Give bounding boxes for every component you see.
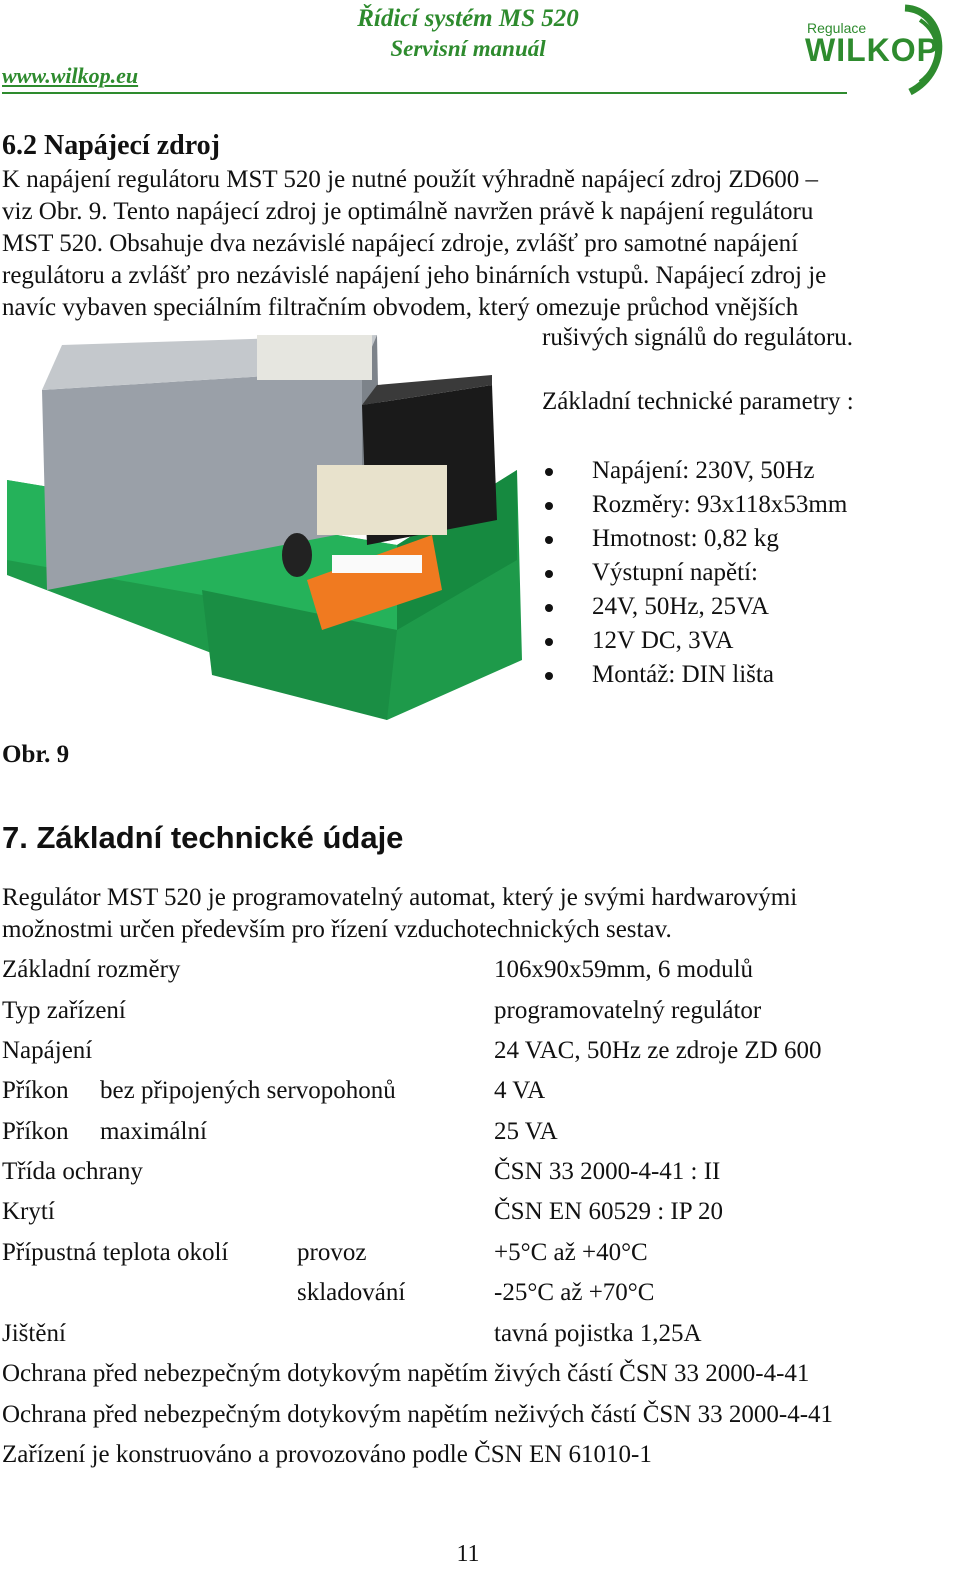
spec-label-jisteni: Jištění <box>2 1320 66 1347</box>
header-divider <box>2 92 847 94</box>
params-list <box>542 454 847 692</box>
paragraph-line: Regulátor MST 520 je programovatelný automat, který je svými hardwarovými <box>2 884 798 911</box>
spec-label-trida: Třída ochrany <box>2 1158 143 1185</box>
document-title: Řídicí systém MS 520 <box>357 5 579 32</box>
paragraph-line: navíc vybaven speciálním filtračním obvodem, který omezuje průchod vnějších <box>2 294 799 321</box>
spec-label-rozmery: Základní rozměry <box>2 956 181 983</box>
list-item: Hmotnost: 0,82 kg <box>542 522 847 556</box>
spec-value-napajeni: 24 VAC, 50Hz ze zdroje ZD 600 <box>494 1037 822 1064</box>
spec-sublabel-prikon-max: maximální <box>100 1118 207 1145</box>
params-title: Základní technické parametry : <box>542 388 854 415</box>
spec-value-typ: programovatelný regulátor <box>494 997 762 1024</box>
spec-value-prikon-max: 25 VA <box>494 1118 558 1145</box>
figure-label: Obr. 9 <box>2 741 70 768</box>
section-heading-6-2: 6.2 Napájecí zdroj <box>2 130 220 161</box>
paragraph-line: K napájení regulátoru MST 520 je nutné použít výhradně napájecí zdroj ZD600 – <box>2 166 818 193</box>
paragraph-line: možnostmi určen především pro řízení vzduchotechnických sestav. <box>2 916 672 943</box>
section7-paragraph <box>2 882 934 946</box>
spec-value-trida: ČSN 33 2000-4-41 : II <box>494 1158 721 1185</box>
spec-label-typ: Typ zařízení <box>2 997 126 1024</box>
document-subtitle: Servisní manuál <box>390 36 546 61</box>
website-link[interactable]: www.wilkop.eu <box>2 63 139 88</box>
spec-label-prikon: Příkon <box>2 1077 69 1104</box>
intro-paragraph <box>2 164 934 324</box>
power-supply-photo <box>2 330 532 730</box>
list-item: 12V DC, 3VA <box>542 624 847 658</box>
spec-value-prikon: 4 VA <box>494 1077 546 1104</box>
spec-line-norma: Zařízení je konstruováno a provozováno podle ČSN EN 61010-1 <box>2 1441 652 1468</box>
spec-label-prikon-max: Příkon <box>2 1118 69 1145</box>
wilkop-logo <box>795 0 953 98</box>
spec-value-rozmery: 106x90x59mm, 6 modulů <box>494 956 754 983</box>
list-item: 24V, 50Hz, 25VA <box>542 590 847 624</box>
spec-sublabel-provoz: provoz <box>297 1239 367 1266</box>
spec-sublabel-skladovani: skladování <box>297 1279 406 1306</box>
list-item: Rozměry: 93x118x53mm <box>542 488 847 522</box>
spec-value-provoz: +5°C až +40°C <box>494 1239 648 1266</box>
spec-label-teplota: Přípustná teplota okolí <box>2 1239 229 1266</box>
spec-sublabel-prikon: bez připojených servopohonů <box>100 1077 396 1104</box>
logo-small-text: Regulace <box>807 20 867 36</box>
spec-value-kryti: ČSN EN 60529 : IP 20 <box>494 1198 723 1225</box>
spec-line-ochrana-ziva: Ochrana před nebezpečným dotykovým napětím živých částí ČSN 33 2000-4-41 <box>2 1360 810 1387</box>
spec-value-jisteni: tavná pojistka 1,25A <box>494 1320 702 1347</box>
spec-label-kryti: Krytí <box>2 1198 55 1225</box>
logo-big-text: WILKOP <box>805 32 939 68</box>
paragraph-line: MST 520. Obsahuje dva nezávislé napájecí zdroje, zvlášť pro samotné napájení <box>2 230 799 257</box>
paragraph-continuation: rušivých signálů do regulátoru. <box>542 324 854 351</box>
list-item: Montáž: DIN lišta <box>542 658 847 692</box>
spec-label-napajeni: Napájení <box>2 1037 93 1064</box>
list-item: Napájení: 230V, 50Hz <box>542 454 847 488</box>
page-number: 11 <box>456 1541 480 1567</box>
section-heading-7: 7. Základní technické údaje <box>2 820 404 855</box>
spec-value-skladovani: -25°C až +70°C <box>494 1279 655 1306</box>
paragraph-line: viz Obr. 9. Tento napájecí zdroj je optimálně navržen právě k napájení regulátoru <box>2 198 814 225</box>
paragraph-line: regulátoru a zvlášť pro nezávislé napájení jeho binárních vstupů. Napájecí zdroj je <box>2 262 827 289</box>
list-item: Výstupní napětí: <box>542 556 847 590</box>
spec-line-ochrana-neziva: Ochrana před nebezpečným dotykovým napětím neživých částí ČSN 33 2000-4-41 <box>2 1401 834 1428</box>
